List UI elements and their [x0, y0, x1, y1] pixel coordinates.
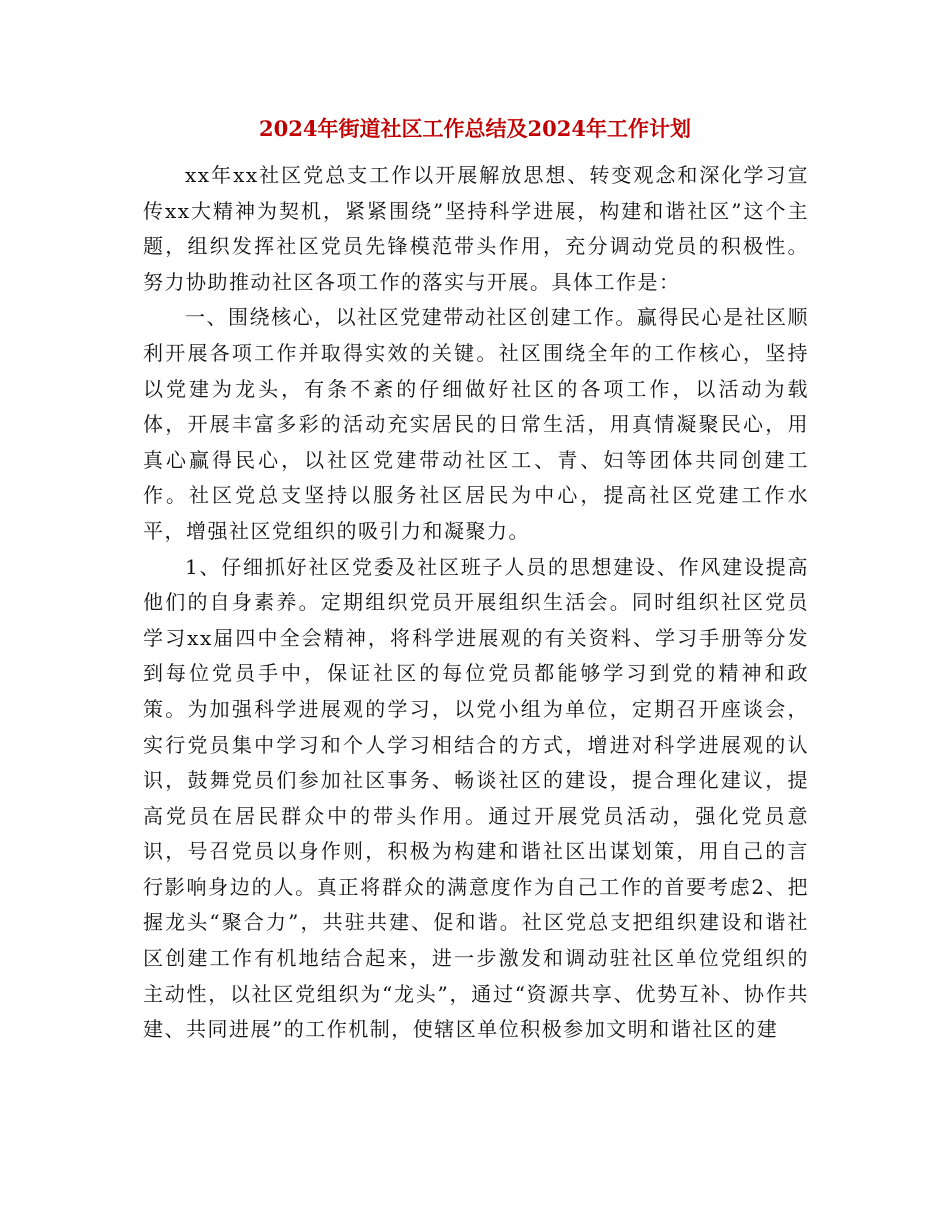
document-title: 2024年街道社区工作总结及2024年工作计划 [259, 116, 691, 141]
paragraph-item-one: 1、仔细抓好社区党委及社区班子人员的思想建设、作风建设提高他们的自身素养。定期组织党员开展组织生活会。同时组织社区党员学习xx届四中全会精神，将科学进展观的有关资料、学习手册等分发到每位党员手中，保证社区的每位党员都能够学习到党的精神和政策。为加强科学进展观的学习，以党小组为单位，定期召开座谈会，实行党员集中学习和个人学习相结合的方式，增进对科学进展观的认识，鼓舞党员们参加社区事务、畅谈社区的建设，提合理化建议，提高党员在居民群众中的带头作用。通过开展党员活动，强化党员意识，号召党员以身作则，积极为构建和谐社区出谋划策，用自己的言行影响身边的人。真正将群众的满意度作为自己工作的首要考虑2、把握龙头“聚合力”，共驻共建、促和谐。社区党总支把组织建设和谐社区创建工作有机地结合起来，进一步激发和调动驻社区单位党组织的主动性，以社区党组织为“龙头”，通过“资源共享、优势互补、协作共建、共同进展”的工作机制，使辖区单位积极参加文明和谐社区的建 [143, 554, 809, 1042]
paragraph-intro: xx年xx社区党总支工作以开展解放思想、转变观念和深化学习宣传xx大精神为契机，紧紧围绕”坚持科学进展，构建和谐社区”这个主题，组织发挥社区党员先锋模范带头作用，充分调动党员的积极性。努力协助推动社区各项工作的落实与开展。具体工作是： [143, 163, 809, 294]
document-body [143, 158, 809, 1048]
paragraph-section-one: 一、围绕核心，以社区党建带动社区创建工作。赢得民心是社区顺利开展各项工作并取得实效的关键。社区围绕全年的工作核心，坚持以党建为龙头，有条不紊的仔细做好社区的各项工作，以活动为载体，开展丰富多彩的活动充实居民的日常生活，用真情凝聚民心，用真心赢得民心，以社区党建带动社区工、青、妇等团体共同创建工作。社区党总支坚持以服务社区居民为中心，提高社区党建工作水平，增强社区党组织的吸引力和凝聚力。 [143, 305, 809, 543]
